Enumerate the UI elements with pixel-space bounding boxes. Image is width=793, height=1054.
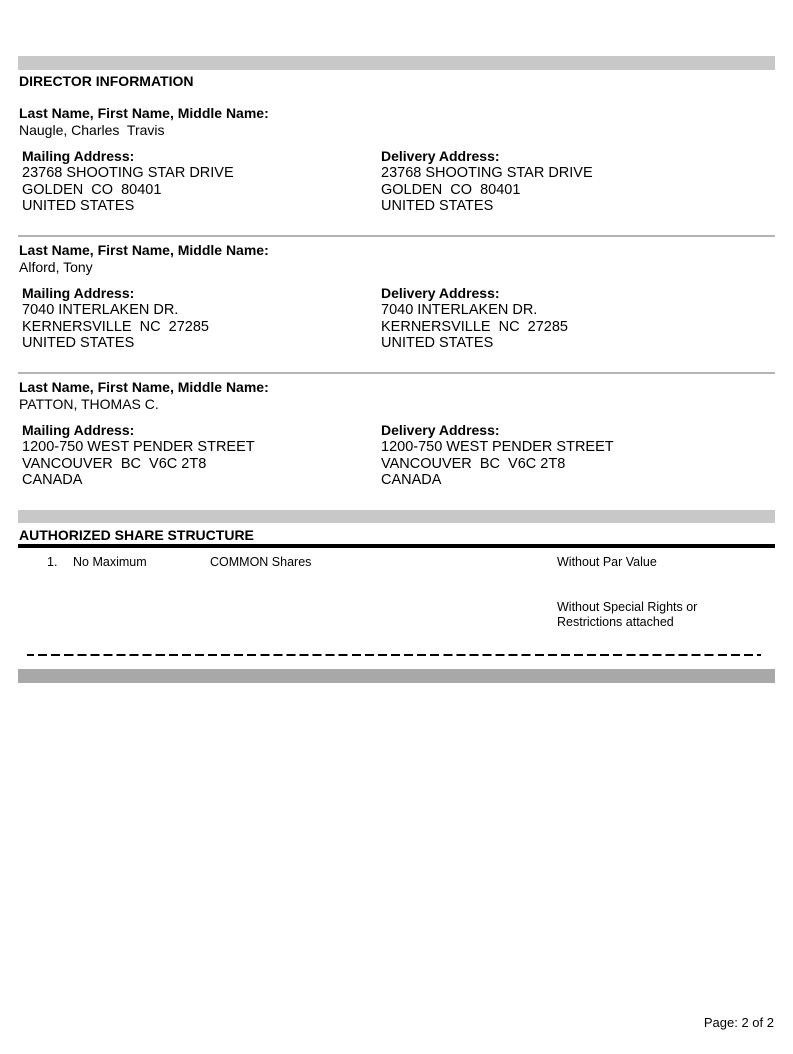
share-par-value: Without Par Value <box>557 555 657 569</box>
address-line: 7040 INTERLAKEN DR. <box>22 301 179 318</box>
name-label: Last Name, First Name, Middle Name: <box>19 242 269 258</box>
address-line: CANADA <box>22 472 83 489</box>
address-line: KERNERSVILLE NC 27285 <box>381 318 568 335</box>
address-line: VANCOUVER BC V6C 2T8 <box>22 455 207 472</box>
share-rights <box>557 600 737 630</box>
address-line: 23768 SHOOTING STAR DRIVE <box>381 164 593 181</box>
address-line: 7040 INTERLAKEN DR. <box>381 301 538 318</box>
mailing-address-label: Mailing Address: <box>22 285 135 301</box>
address-line: 23768 SHOOTING STAR DRIVE <box>22 164 234 181</box>
address-line: CANADA <box>381 472 442 489</box>
mailing-address-label: Mailing Address: <box>22 148 135 164</box>
mailing-address <box>22 148 234 215</box>
director-divider <box>18 372 775 374</box>
header-bar <box>18 56 775 70</box>
address-line: GOLDEN CO 80401 <box>381 181 521 198</box>
address-line: 1200-750 WEST PENDER STREET <box>381 438 614 455</box>
address-line: UNITED STATES <box>22 335 135 352</box>
address-line: GOLDEN CO 80401 <box>22 181 162 198</box>
mailing-address <box>22 285 209 352</box>
footer-bar <box>18 669 775 683</box>
director-name: Alford, Tony <box>19 259 93 275</box>
dashed-separator <box>27 654 761 656</box>
section-bar <box>18 510 775 523</box>
address-line: 1200-750 WEST PENDER STREET <box>22 438 255 455</box>
delivery-address-label: Delivery Address: <box>381 285 500 301</box>
mailing-address-label: Mailing Address: <box>22 422 135 438</box>
name-label: Last Name, First Name, Middle Name: <box>19 105 269 121</box>
director-name: PATTON, THOMAS C. <box>19 396 159 412</box>
address-line: UNITED STATES <box>381 335 494 352</box>
address-line: KERNERSVILLE NC 27285 <box>22 318 209 335</box>
address-line: VANCOUVER BC V6C 2T8 <box>381 455 566 472</box>
share-number: 1. <box>47 555 58 569</box>
share-class: COMMON Shares <box>210 555 312 569</box>
address-line: UNITED STATES <box>381 198 494 215</box>
delivery-address-label: Delivery Address: <box>381 422 500 438</box>
name-label: Last Name, First Name, Middle Name: <box>19 379 269 395</box>
delivery-address <box>381 148 593 215</box>
section-title-share-structure: AUTHORIZED SHARE STRUCTURE <box>19 527 254 543</box>
address-line: UNITED STATES <box>22 198 135 215</box>
share-rights-line: Without Special Rights or <box>557 600 698 614</box>
delivery-address <box>381 285 568 352</box>
mailing-address <box>22 422 255 489</box>
delivery-address <box>381 422 614 489</box>
section-rule <box>18 544 775 548</box>
director-divider <box>18 235 775 237</box>
page-number: Page: 2 of 2 <box>703 1015 774 1030</box>
share-rights-line: Restrictions attached <box>557 615 674 629</box>
share-quantity: No Maximum <box>73 555 147 569</box>
section-title-director: DIRECTOR INFORMATION <box>19 73 194 89</box>
director-name: Naugle, Charles Travis <box>19 122 165 138</box>
delivery-address-label: Delivery Address: <box>381 148 500 164</box>
